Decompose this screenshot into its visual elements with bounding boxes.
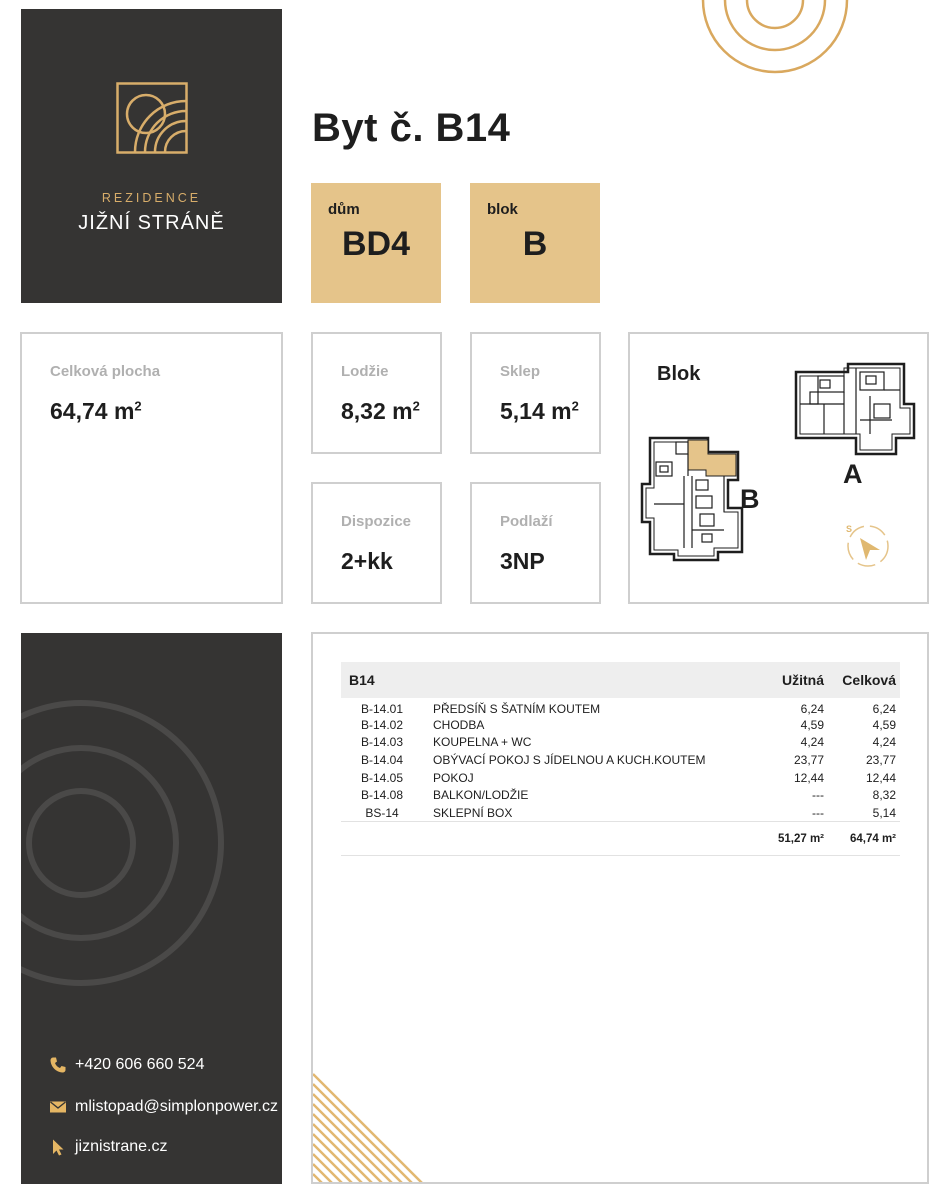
block-b-label: B [740,484,760,514]
room-code: B-14.02 [360,717,404,732]
cellar-card [470,332,601,454]
room-usable-area: 23,77 [793,752,824,767]
phone-text: +420 606 660 524 [75,1056,205,1073]
decorative-arcs [690,0,860,80]
floor-value: 3NP [500,548,545,574]
room-name: PŘEDSÍŇ S ŠATNÍM KOUTEM [433,702,601,716]
block-label: blok [487,201,518,218]
layout-value: 2+kk [341,548,393,574]
web-text: jiznistrane.cz [75,1138,168,1155]
cellar-label: Sklep [500,363,541,380]
room-usable-area: --- [812,788,824,803]
room-code: B-14.04 [360,752,404,767]
building-a-plan [796,364,914,454]
room-name: SKLEPNÍ BOX [433,805,513,820]
room-usable-area: 12,44 [793,770,824,785]
cursor-icon [49,1138,67,1156]
table-row [341,804,900,822]
contact-phone[interactable] [49,1056,204,1074]
header-name [423,662,753,698]
table-row [341,716,900,734]
header-code: B14 [341,662,423,698]
layout-card [311,482,442,604]
loggia-card [311,332,442,454]
room-total-area: 12,44 [865,770,896,785]
loggia-value: 8,32 $m^2$ [341,398,420,424]
room-name: POKOJ [433,770,474,785]
logo-icon [116,82,188,154]
house-label: dům [328,201,360,218]
room-usable-area: 4,24 [800,735,824,750]
table-row [341,734,900,752]
house-box [311,183,441,303]
room-total-area: 4,59 [872,717,896,732]
header-total: Celková [828,662,900,698]
floor-label: Podlaží [500,513,553,530]
room-total-area: 23,77 [865,752,896,767]
contact-email[interactable] [49,1098,278,1116]
room-name: CHODBA [433,717,485,732]
table-row [341,786,900,804]
sum-total: 64,74 m² [828,822,900,856]
rooms-table-card [311,632,929,1184]
room-name: BALKON/LODŽIE [433,788,529,803]
layout-label: Dispozice [341,513,412,530]
phone-icon [49,1056,67,1074]
header-usable: Užitná [753,662,828,698]
brand-panel [21,9,282,303]
contact-panel [21,633,282,1184]
svg-text:S: S [846,524,853,534]
mail-icon [49,1098,67,1116]
room-usable-area: --- [812,805,824,820]
block-plan-image [630,334,927,602]
room-total-area: 5,14 [872,805,896,820]
brand-name: JIŽNÍ STRÁNĚ [78,212,225,234]
total-area-card [20,332,283,604]
total-area-value: 64,74 $m^2$ [50,398,142,424]
room-total-area: 8,32 [872,788,896,803]
loggia-label: Lodžie [341,363,389,380]
table-sum-row [341,822,900,856]
contact-web[interactable] [49,1138,167,1156]
room-code: B-14.01 [360,702,404,716]
table-row [341,769,900,787]
room-code: B-14.08 [360,788,404,803]
decorative-stripes [313,1064,453,1184]
brand-subtitle: REZIDENCE [101,191,202,205]
email-text: mlistopad@simplonpower.cz [75,1098,278,1115]
rooms-table [341,662,900,856]
building-b-plan [642,438,742,560]
block-value: B [522,225,548,263]
table-row [341,698,900,716]
room-name: KOUPELNA + WC [433,735,532,750]
room-usable-area: 4,59 [800,717,824,732]
table-row [341,751,900,769]
decorative-circles [21,673,251,1013]
sum-name [423,822,753,856]
sum-usable: 51,27 m² [753,822,828,856]
page-title: Byt č. B14 [312,106,511,150]
block-a-label: A [843,459,863,489]
table-header-row [341,662,900,698]
total-area-label: Celková plocha [50,363,161,380]
block-box [470,183,600,303]
block-map-title: Blok [657,363,701,385]
room-code: B-14.05 [360,770,404,785]
sum-code [341,822,423,856]
room-usable-area: 6,24 [800,702,824,716]
room-code: BS-14 [365,805,399,820]
floor-card [470,482,601,604]
room-total-area: 6,24 [872,702,896,716]
room-total-area: 4,24 [872,735,896,750]
block-map-card [628,332,929,604]
cellar-value: 5,14 $m^2$ [500,398,579,424]
house-value: BD4 [341,225,411,263]
compass-icon [846,524,888,566]
room-name: OBÝVACÍ POKOJ S JÍDELNOU A KUCH.KOUTEM [433,752,706,767]
room-code: B-14.03 [360,735,404,750]
